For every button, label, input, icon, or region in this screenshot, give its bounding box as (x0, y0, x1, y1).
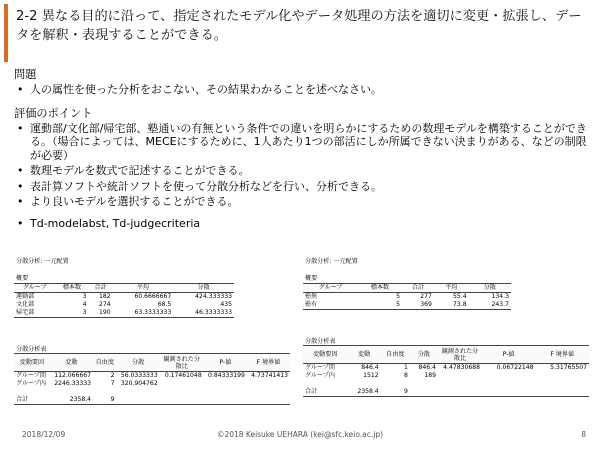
footer-date: 2018/12/09 (22, 430, 66, 439)
anova-header: P-値 (482, 346, 536, 364)
table-row (303, 293, 511, 302)
summary-table (14, 283, 234, 318)
summary-cell: 塾無 (305, 293, 318, 300)
evaluation-point: • 運動部/文化部/帰宅部、塾通いの有無という条件での違いを明らかにするための数理モデルを構築することができる。（場合によっては、MECEにするために、1人あたり1つの部活にしか所属できない決まりがある、などの制限が必要） (14, 122, 589, 163)
anova-cell: 4.73741413 (251, 372, 288, 379)
file-list: • Td-modelabst, Td-judgecriteria (14, 217, 589, 231)
summary-cell: 435 (220, 301, 232, 308)
anova-cell: 2246.33333 (54, 380, 92, 387)
problem-text: • 人の属性を使った分析をおこない、その結果わかることを述べなさい。 (14, 83, 589, 97)
summary-cell: 3 (82, 293, 87, 300)
anova-cell (535, 372, 589, 380)
summary-label: 概要 (16, 275, 29, 282)
anova-total-cell: 9 (93, 396, 117, 405)
anova-total-cell: 合計 (14, 396, 50, 405)
anova-cell: 0.17461048 (164, 372, 202, 379)
summary-header: 標本数 (358, 284, 402, 293)
anova-cell: 112.066667 (54, 372, 92, 379)
anova-header: 変動 (50, 354, 93, 372)
anova-cell: 1512 (363, 372, 379, 379)
summary-header: 平均 (113, 284, 174, 293)
summary-table (303, 283, 511, 310)
anova-cell: 846.4 (361, 364, 379, 371)
anova-cell: 1 (403, 364, 408, 371)
summary-header: 合計 (89, 284, 113, 293)
summary-cell: 182 (98, 293, 111, 300)
summary-cell: 55.4 (453, 293, 467, 300)
anova-cell: 4.47830688 (443, 364, 480, 371)
anova-cell: 189 (424, 372, 436, 379)
summary-cell: 運動部 (16, 293, 35, 300)
anova-title: 分散分析: 一元配置 (305, 258, 358, 265)
slide-body (14, 66, 589, 232)
summary-cell: 63.3333333 (113, 309, 174, 318)
anova-cell: 846.4 (418, 364, 436, 371)
summary-cell: 424.333333 (195, 293, 232, 300)
anova-cell: 320.904762 (120, 380, 158, 387)
table-row (303, 301, 511, 310)
anova-header: F 境界値 (535, 346, 589, 364)
summary-cell: 134.3 (491, 293, 509, 300)
slide-header (4, 4, 596, 62)
anova-header: 変動要因 (14, 354, 50, 372)
summary-header: 標本数 (55, 284, 88, 293)
anova-cell: 0.06722148 (496, 364, 534, 371)
anova-header: 観測された分散比 (438, 346, 482, 364)
summary-cell: 46.3333333 (173, 309, 234, 318)
anova-sheet-left (14, 256, 290, 416)
anova-sheet-right (303, 256, 589, 416)
anova-header: 変動 (348, 346, 381, 364)
anova-cell (160, 380, 204, 388)
anova-cell: 5.31765507 (550, 364, 587, 371)
summary-header: グループ (14, 284, 55, 293)
summary-label: 概要 (305, 275, 318, 282)
summary-cell: 塾有 (303, 301, 358, 310)
summary-header: 合計 (402, 284, 434, 293)
footer-copyright: ©2018 Keisuke UEHARA (kei@sfc.keio.ac.jp) (216, 430, 384, 439)
anova-cell: 8 (403, 372, 408, 379)
anova-cell: グループ内 (305, 372, 335, 379)
anova-total-cell: 合計 (303, 388, 348, 397)
anova-table-label: 分散分析表 (16, 346, 47, 353)
anova-total-cell: 2358.4 (50, 396, 93, 405)
summary-cell: 243.7 (469, 301, 511, 310)
anova-cell: 0.84333199 (208, 372, 245, 379)
table-row (303, 364, 589, 373)
evaluation-heading: 評価のポイント (14, 106, 93, 120)
table-row (303, 372, 589, 380)
summary-header: 分散 (469, 284, 511, 293)
table-row (14, 380, 290, 388)
slide-title: 2-2 異なる目的に沿って、指定されたモデル化やデータ処理の方法を適切に変更・拡張し、データを解釈・表現することができる。 (16, 9, 582, 43)
summary-cell: 3 (55, 309, 88, 318)
summary-cell: 277 (420, 293, 432, 300)
summary-cell: 4 (82, 301, 87, 308)
anova-cell: 2 (110, 372, 115, 379)
footer-page-number: 8 (581, 430, 586, 439)
anova-cell (247, 380, 290, 388)
table-row (14, 309, 234, 318)
anova-header: 分散 (410, 346, 438, 364)
anova-header: 自由度 (93, 354, 117, 372)
table-row (14, 396, 290, 405)
table-row (14, 372, 290, 381)
anova-table-label: 分散分析表 (305, 338, 336, 345)
summary-cell: 274 (98, 301, 111, 308)
summary-cell: 5 (396, 293, 400, 300)
anova-header: 変動要因 (303, 346, 348, 364)
summary-cell: 帰宅部 (14, 309, 55, 318)
anova-table (303, 345, 589, 397)
summary-cell: 369 (402, 301, 434, 310)
evaluation-point: • 数理モデルを数式で記述することができる。 (14, 164, 589, 178)
anova-cell (482, 372, 536, 380)
summary-header: 平均 (434, 284, 469, 293)
anova-cell: グループ間 (305, 364, 335, 371)
table-row (14, 293, 234, 302)
summary-cell: 73.8 (434, 301, 469, 310)
anova-cell: 7 (110, 380, 115, 387)
anova-cell: 56.0333333 (120, 372, 158, 379)
anova-title: 分散分析: 一元配置 (16, 258, 69, 265)
evaluation-point: • 表計算ソフトや統計ソフトを使って分散分析などを行い、分析できる。 (14, 180, 589, 194)
anova-cell: グループ内 (16, 380, 46, 387)
anova-cell (438, 372, 482, 380)
table-row (14, 301, 234, 309)
anova-header: 自由度 (381, 346, 410, 364)
summary-cell: 68.5 (157, 301, 172, 308)
anova-cell (204, 380, 247, 388)
anova-cell: グループ間 (16, 372, 46, 379)
table-row (303, 388, 589, 397)
summary-cell: 190 (89, 309, 113, 318)
anova-header: 分散 (117, 354, 160, 372)
summary-cell: 文化部 (16, 301, 35, 308)
summary-cell: 5 (358, 301, 402, 310)
summary-header: 分散 (173, 284, 234, 293)
anova-table (14, 353, 290, 405)
anova-header: F 境界値 (247, 354, 290, 372)
anova-header: 観測された分散比 (160, 354, 204, 372)
anova-total-cell: 2358.4 (348, 388, 381, 397)
summary-cell: 60.6666667 (134, 293, 172, 300)
anova-total-cell: 9 (381, 388, 410, 397)
summary-header: グループ (303, 284, 358, 293)
evaluation-point: • より良いモデルを選択することができる。 (14, 195, 589, 209)
anova-header: P-値 (204, 354, 247, 372)
problem-heading: 問題 (14, 68, 37, 81)
